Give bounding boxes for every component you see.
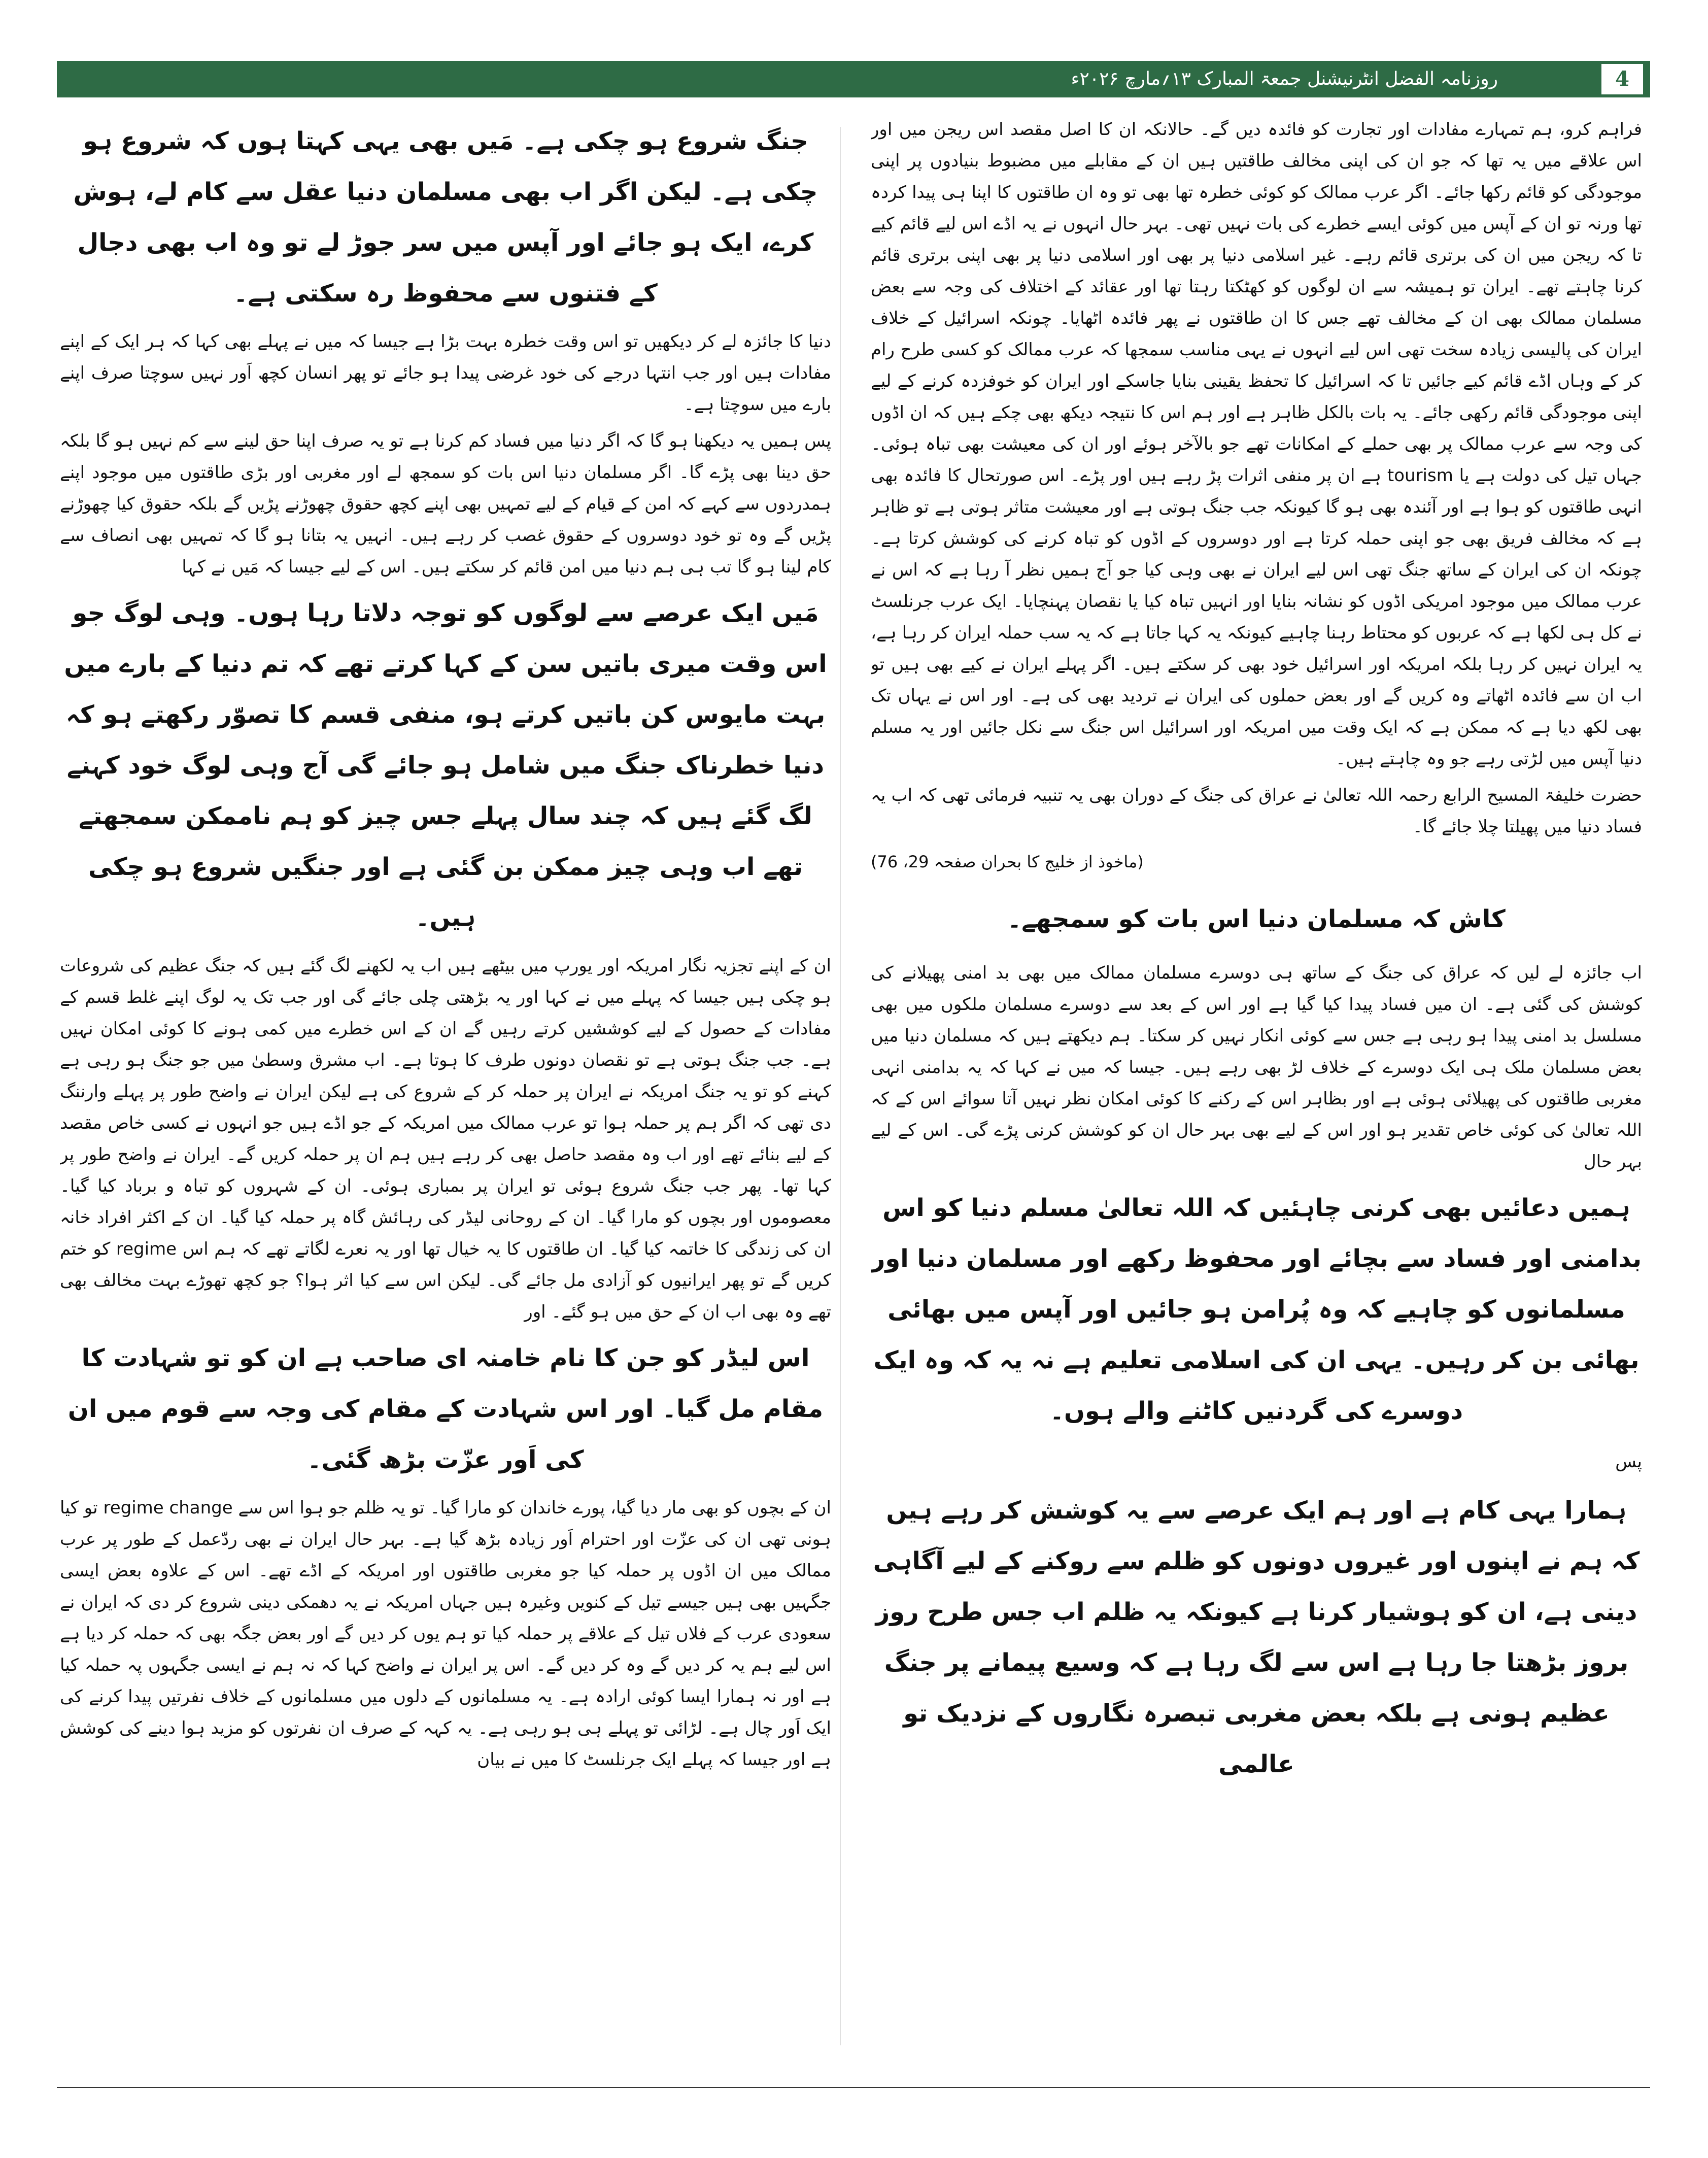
left-pull-quote-1: جنگ شروع ہو چکی ہے۔ مَیں بھی یہی کہتا ہوں کہ شروع ہو چکی ہے۔ لیکن اگر اب بھی مسلمان دنیا عقل سے کام لے، ہوش کرے، ایک ہو جائے اور آپس میں سر جوڑ لے تو وہ اب بھی دجال کے فتنوں سے محفوظ رہ سکتی ہے۔ (73, 127, 818, 308)
left-column (60, 114, 831, 2052)
section-heading: کاش کہ مسلمان دنیا اس بات کو سمجھے۔ (1007, 905, 1506, 933)
reference-citation: (ماخوذ از خلیج کا بحران صفحہ 29، 76) (871, 852, 1144, 871)
right-paragraph-3: اب جائزہ لے لیں کہ عراق کی جنگ کے ساتھ ہی دوسرے مسلمان ممالک میں بھی بد امنی پھیلانے کی کوشش کی گئی ہے۔ ان میں فساد پیدا کیا گیا ہے اور اس کے بعد سے دوسرے مسلمان ملکوں میں بھی مسلسل بد امنی پیدا ہو رہی ہے جس سے کوئی انکار نہیں کر سکتا۔ ہم دیکھتے ہیں کہ مسلمان دنیا میں بعض مسلمان ملک ہی ایک دوسرے کے خلاف لڑ بھی رہے ہیں۔ جیسا کہ میں نے کہا کہ یہ بدامنی انہی مغربی طاقتوں کی پھیلائی ہوئی ہے اور بظاہر اس کے رکنے کا کوئی امکان نظر نہیں آتا سوائے اس کے کہ اللہ تعالیٰ کی کوئی خاص تقدیر ہو اور اس کے لیے بھی بہر حال ان کو کوشش کرنی پڑے گی۔ اس کے لیے بہر حال (871, 963, 1642, 1172)
footer-rule (57, 2087, 1650, 2088)
right-paragraph-1: فراہم کرو، ہم تمہارے مفادات اور تجارت کو فائدہ دیں گے۔ حالانکہ ان کا اصل مقصد اس ریجن میں اور اس علاقے میں یہ تھا کہ جو ان کی اپنی مخالف طاقتیں ہیں ان کے مقابلے میں مضبوط بنیادوں پر اپنی موجودگی کو قائم رکھا جائے۔ اگر عرب ممالک کو کوئی خطرہ تھا بھی تو وہ ان طاقتوں کا اپنا ہی پیدا کردہ تھا ورنہ تو ان کے آپس میں کوئی ایسے خطرے کی بات نہیں تھی۔ بہر حال انہوں نے یہ اڈے اس لیے قائم کیے تا کہ ریجن میں ان کی برتری قائم رہے۔ غیر اسلامی دنیا پر بھی اور اسلامی دنیا پر بھی اپنی برتری قائم کرنا چاہتے تھے۔ ایران تو ہمیشہ سے ان لوگوں کو کھٹکتا رہتا تھا اور عقائد کے اختلاف کی وجہ سے بعض مسلمان ممالک بھی ان کے مخالف تھے جس کا ان طاقتوں نے پھر فائدہ اٹھایا۔ چونکہ اسرائیل کے خلاف ایران کی پالیسی زیادہ سخت تھی اس لیے انہوں نے یہی مناسب سمجھا کہ عرب ممالک کو کسی طرح رام کر کے وہاں اڈے قائم کیے جائیں تا کہ اسرائیل کا تحفظ یقینی بنایا جاسکے اور ایران کو خوفزدہ کرنے کے لیے اپنی موجودگی قائم رکھی جائے۔ یہ بات بالکل ظاہر ہے اور ہم اس کا نتیجہ دیکھ بھی چکے ہیں کہ ان اڈوں کی وجہ سے عرب ممالک پر بھی حملے کے امکانات تھے جو بالآخر ہوئے اور ان کی معیشت بھی تباہ ہوئی۔ جہاں تیل کی دولت ہے یا tourism ہے ان پر منفی اثرات پڑ رہے ہیں اور پڑے۔ اس صورتحال کا فائدہ بھی انہی طاقتوں کو ہوا ہے اور آئندہ بھی ہو گا کیونکہ جب جنگ ہوتی ہے اور معیشت متاثر ہوتی ہے تو ظاہر ہے کہ مخالف فریق بھی جو اپنی حملہ کرتا ہے اور دوسروں کے اڈوں کو تباہ کرنے کی کوشش کرتا ہے۔ چونکہ ان کی ایران کے ساتھ جنگ تھی اس لیے ایران نے بھی وہی کیا جو آج ہمیں نظر آ رہا ہے کہ اس نے عرب ممالک میں موجود امریکی اڈوں کو نشانہ بنایا اور انہیں تباہ کیا یا نقصان پہنچایا۔ ایک عرب جرنلسٹ نے کل ہی لکھا ہے کہ عربوں کو محتاط رہنا چاہیے کیونکہ یہ کہا جاتا ہے کہ یہ سب حملہ ایران کر رہا ہے، یہ ایران نہیں کر رہا بلکہ امریکہ اور اسرائیل خود بھی کر سکتے ہیں۔ اگر پہلے ایران نے کیے بھی ہیں تو اب ان سے فائدہ اٹھاتے وہ کریں گے اور بعض حملوں کی ایران نے تردید بھی کی ہے۔ اور اس نے یہاں تک بھی لکھ دیا ہے کہ ممکن ہے کہ ایک وقت میں امریکہ اور اسرائیل اس جنگ سے نکل جائیں اور یہ مسلم دنیا آپس میں لڑتی رہے جو وہ چاہتے ہیں۔ (871, 119, 1642, 769)
right-paragraph-2: حضرت خلیفۃ المسیح الرابع رحمہ اللہ تعالیٰ نے عراق کی جنگ کے دوران بھی یہ تنبیہ فرمائی تھی کہ اب یہ فساد دنیا میں پھیلتا چلا جائے گا۔ (871, 785, 1642, 837)
left-pull-quote-2: مَیں ایک عرصے سے لوگوں کو توجہ دلاتا رہا ہوں۔ وہی لوگ جو اس وقت میری باتیں سن کے کہا کرتے تھے کہ تم دنیا کے بارے میں بہت مایوس کن باتیں کرتے ہو، منفی قسم کا تصوّر رکھتے ہو کہ دنیا خطرناک جنگ میں شامل ہو جائے گی آج وہی لوگ خود کہنے لگ گئے ہیں کہ چند سال پہلے جس چیز کو ہم ناممکن سمجھتے تھے اب وہی چیز ممکن بن گئی ہے اور جنگیں شروع ہو چکی ہیں۔ (64, 599, 827, 932)
left-pull-quote-3: اس لیڈر کو جن کا نام خامنہ ای صاحب ہے ان کو تو شہادت کا مقام مل گیا۔ اور اس شہادت کے مقام کی وجہ سے قوم میں ان کی اَور عزّت بڑھ گئی۔ (67, 1344, 824, 1474)
left-paragraph-4: ان کے بچوں کو بھی مار دیا گیا، پورے خاندان کو مارا گیا۔ تو یہ ظلم جو ہوا اس سے regime change تو کیا ہونی تھی ان کی عزّت اور احترام اَور زیادہ بڑھ گیا ہے۔ بہر حال ایران نے بھی ردّعمل کے طور پر عرب ممالک میں ان اڈوں پر حملہ کیا جو مغربی طاقتوں اور امریکہ کے اڈے تھے۔ اس کے علاوہ بعض ایسی جگہیں بھی ہیں جیسے تیل کے کنویں وغیرہ ہیں جہاں امریکہ نے یہ دھمکی دینی شروع کر دی کہ ایران نے سعودی عرب کے فلاں تیل کے علاقے پر حملہ کیا تو ہم یوں کر دیں گے اور بعض جگہ بھی کہ حملہ کر دیا ہے اس لیے ہم یہ کر دیں گے وہ کر دیں گے۔ اس پر ایران نے واضح کہا کہ نہ ہم نے ایسی جگہوں پہ حملہ کیا ہے اور نہ ہمارا ایسا کوئی ارادہ ہے۔ یہ مسلمانوں کے دلوں میں مسلمانوں کے خلاف نفرتیں پیدا کرنے کی ایک اَور چال ہے۔ لڑائی تو پہلے ہی ہو رہی ہے۔ یہ کہہ کے صرف ان نفرتوں کو مزید ہوا دینے کی کوشش ہے اور جیسا کہ پہلے ایک جرنلسٹ کا میں نے بیان (60, 1498, 831, 1770)
column-divider (840, 127, 841, 2045)
page-number: 4 (1600, 63, 1644, 95)
right-column (871, 114, 1642, 2052)
page-header-band (57, 61, 1650, 97)
right-pull-quote-1: ہمیں دعائیں بھی کرنی چاہئیں کہ اللہ تعالیٰ مسلم دنیا کو اس بدامنی اور فساد سے بچائے اور محفوظ رکھے اور مسلمان دنیا اور مسلمانوں کو چاہیے کہ وہ پُرامن ہو جائیں اور آپس میں بھائی بھائی بن کر رہیں۔ یہی ان کی اسلامی تعلیم ہے نہ یہ کہ وہ ایک دوسرے کی گردنیں کاٹنے والے ہوں۔ (871, 1194, 1642, 1425)
left-paragraph-2: پس ہمیں یہ دیکھنا ہو گا کہ اگر دنیا میں فساد کم کرنا ہے تو یہ صرف اپنا حق لینے سے کم نہیں ہو گا بلکہ حق دینا بھی پڑے گا۔ اگر مسلمان دنیا اس بات کو سمجھ لے اور مغربی اور بڑی طاقتوں میں موجود اپنے ہمدردوں سے کہے کہ امن کے قیام کے لیے تمہیں بھی اپنے کچھ حقوق چھوڑنے پڑیں گے بلکہ حقوق کیا چھوڑنے پڑیں گے وہ تو خود دوسروں کے حقوق غصب کر رہے ہیں۔ انہیں یہ بتانا ہو گا کہ تمہیں بھی انصاف سے کام لینا ہو گا تب ہی ہم دنیا میں امن قائم کر سکتے ہیں۔ اس کے لیے جیسا کہ مَیں نے کہا (60, 431, 831, 577)
left-paragraph-1: دنیا کا جائزہ لے کر دیکھیں تو اس وقت خطرہ بہت بڑا ہے جیسا کہ میں نے پہلے بھی کہا کہ ہر ایک کے اپنے مفادات ہیں اور جب انتہا درجے کی خود غرضی پیدا ہو جائے تو پھر انسان کچھ اَور نہیں سوچتا صرف اپنے بارے میں سوچتا ہے۔ (60, 331, 831, 415)
newspaper-title: روزنامہ الفضل انٹرنیشنل جمعۃ المبارک ۱۳؍مارچ ۲۰۲۶ء (1071, 69, 1498, 89)
right-word-pas: پس (1615, 1452, 1642, 1472)
left-paragraph-3: ان کے اپنے تجزیہ نگار امریکہ اور یورپ میں بیٹھے ہیں اب یہ لکھنے لگ گئے ہیں کہ جنگ عظیم کی شروعات ہو چکی ہیں جیسا کہ پہلے میں نے کہا اور یہ بڑھتی چلی جائے گی اور جب تک یہ لوگ اپنے غلط قسم کے مفادات کے حصول کے لیے کوششیں کرتے رہیں گے ان کے اس خطرے میں کمی ہونے کا کوئی امکان نہیں ہے۔ جب جنگ ہوتی ہے تو نقصان دونوں طرف کا ہوتا ہے۔ اب مشرق وسطیٰ میں جو جنگ ہو رہی ہے کہنے کو تو یہ جنگ امریکہ نے ایران پر حملہ کر کے شروع کی ہے لیکن ایران نے واضح طور پر پہلے وارننگ دی تھی کہ اگر ہم پر حملہ ہوا تو عرب ممالک میں امریکہ کے جو اڈے ہیں جو انہوں نے کسی خاص مقصد کے لیے بنائے تھے اور اب وہ مقصد حاصل بھی کر رہے ہیں ہم ان پر حملہ کریں گے۔ ایران نے واضح طور پر کہا تھا۔ پھر جب جنگ شروع ہوئی تو ایران پر بمباری ہوئی۔ ان کے شہروں کو تباہ و برباد کیا گیا۔ معصوموں اور بچوں کو مارا گیا۔ ان کے روحانی لیڈر کی رہائش گاہ پر حملہ کیا گیا۔ ان کے اکثر افراد خانہ ان کی زندگی کا خاتمہ کیا گیا۔ ان طاقتوں کا یہ خیال تھا اور یہ نعرے لگاتے تھے کہ ہم اس regime کو ختم کریں گے تو پھر ایرانیوں کو آزادی مل جائے گی۔ لیکن اس سے کیا اثر ہوا؟ جو کچھ تھوڑے بہت مخالف بھی تھے وہ بھی اب ان کے حق میں ہو گئے۔ اور (60, 956, 831, 1322)
right-pull-quote-2: ہمارا یہی کام ہے اور ہم ایک عرصے سے یہ کوشش کر رہے ہیں کہ ہم نے اپنوں اور غیروں دونوں کو ظلم سے روکنے کے لیے آگاہی دینی ہے، ان کو ہوشیار کرنا ہے کیونکہ یہ ظلم اب جس طرح روز بروز بڑھتا جا رہا ہے اس سے لگ رہا ہے کہ وسیع پیمانے پر جنگ عظیم ہونی ہے بلکہ بعض مغربی تبصرہ نگاروں کے نزدیک تو عالمی (873, 1496, 1640, 1778)
